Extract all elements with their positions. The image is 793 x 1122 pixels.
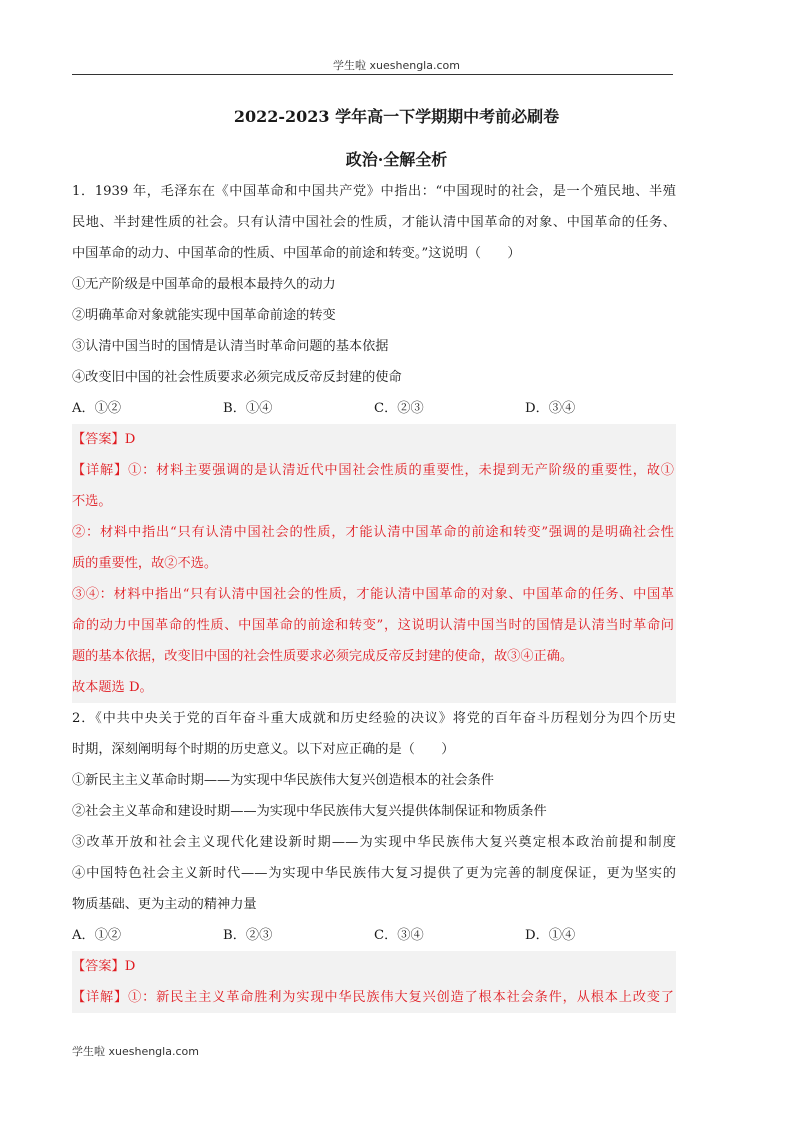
question-stem-line: 中国革命的动力、中国革命的性质、中国革命的前途和转变。”这说明（ ）: [72, 246, 521, 261]
explanation-line: ②：材料中指出“只有认清中国社会的性质，才能认清中国革命的前途和转变”强调的是明确社会性: [72, 525, 674, 540]
header-divider: [72, 74, 673, 75]
question-stem-line: 2．《中共中央关于党的百年奋斗重大成就和历史经验的决议》将党的百年奋斗历程划分为四个历史: [72, 711, 676, 726]
explanation-line: 质的重要性，故②不选。: [72, 556, 218, 571]
explanation-line: 命的动力中国革命的性质、中国革命的前途和转变”，这说明认清中国当时的国情是认清当时革命问: [72, 618, 674, 633]
option-c: C．②③: [374, 401, 424, 416]
explanation-line: 题的基本依据，改变旧中国的社会性质要求必须完成反帝反封建的使命，故③④正确。: [72, 649, 574, 664]
header-site-name: 学生啦 xueshengla.com: [333, 59, 460, 72]
question-2: [72, 703, 676, 1013]
answer-block: [72, 951, 676, 1013]
statement: ③认清中国当时的国情是认清当时革命问题的基本依据: [72, 339, 389, 354]
statement: 物质基础、更为主动的精神力量: [72, 897, 257, 912]
option-c: C．③④: [374, 928, 424, 943]
answer-label: 【答案】D: [72, 432, 136, 447]
explanation-line: 【详解】①：新民主主义革命胜利为实现中华民族伟大复兴创造了根本社会条件，从根本上改变了: [72, 990, 674, 1005]
question-1: [72, 176, 676, 703]
answer-options: [72, 920, 676, 951]
statement: ④改变旧中国的社会性质要求必须完成反帝反封建的使命: [72, 370, 402, 385]
option-b: B．②③: [223, 928, 273, 943]
explanation-line: ③④：材料中指出“只有认清中国社会的性质，才能认清中国革命的对象、中国革命的任务、中国革: [72, 587, 674, 602]
answer-block: [72, 424, 676, 703]
statement: ③改革开放和社会主义现代化建设新时期——为实现中华民族伟大复兴奠定根本政治前提和制度: [72, 835, 676, 850]
document-body: [72, 176, 676, 1013]
option-d: D．①④: [525, 928, 576, 943]
statement: ①新民主主义革命时期——为实现中华民族伟大复兴创造根本的社会条件: [72, 773, 494, 788]
page-title: 2022-2023 学年高一下学期期中考前必刷卷: [233, 107, 560, 126]
option-a: A．①②: [72, 401, 122, 416]
statement: ②社会主义革命和建设时期——为实现中华民族伟大复兴提供体制保证和物质条件: [72, 804, 547, 819]
explanation-line: 【详解】①：材料主要强调的是认清近代中国社会性质的重要性，未提到无产阶级的重要性，故①: [72, 463, 674, 478]
question-stem-line: 1．1939 年，毛泽东在《中国革命和中国共产党》中指出：“中国现时的社会，是一个殖民地、半殖: [72, 184, 676, 199]
statement: ②明确革命对象就能实现中国革命前途的转变: [72, 308, 336, 323]
question-stem-line: 时期，深刻阐明每个时期的历史意义。以下对应正确的是（ ）: [72, 742, 455, 757]
explanation-line: 故本题选 D。: [72, 680, 153, 695]
statement: ①无产阶级是中国革命的最根本最持久的动力: [72, 277, 336, 292]
option-d: D．③④: [525, 401, 576, 416]
footer-site-name: 学生啦 xueshengla.com: [72, 1045, 199, 1058]
option-a: A．①②: [72, 928, 122, 943]
statement: ④中国特色社会主义新时代——为实现中华民族伟大复习提供了更为完善的制度保证，更为坚实的: [72, 866, 676, 881]
page-subtitle: 政治·全解全析: [345, 150, 448, 169]
answer-options: [72, 393, 676, 424]
answer-label: 【答案】D: [72, 959, 136, 974]
explanation-line: 不选。: [72, 494, 112, 509]
question-stem-line: 民地、半封建性质的社会。只有认清中国社会的性质，才能认清中国革命的对象、中国革命的任务、: [72, 215, 676, 230]
option-b: B．①④: [223, 401, 273, 416]
